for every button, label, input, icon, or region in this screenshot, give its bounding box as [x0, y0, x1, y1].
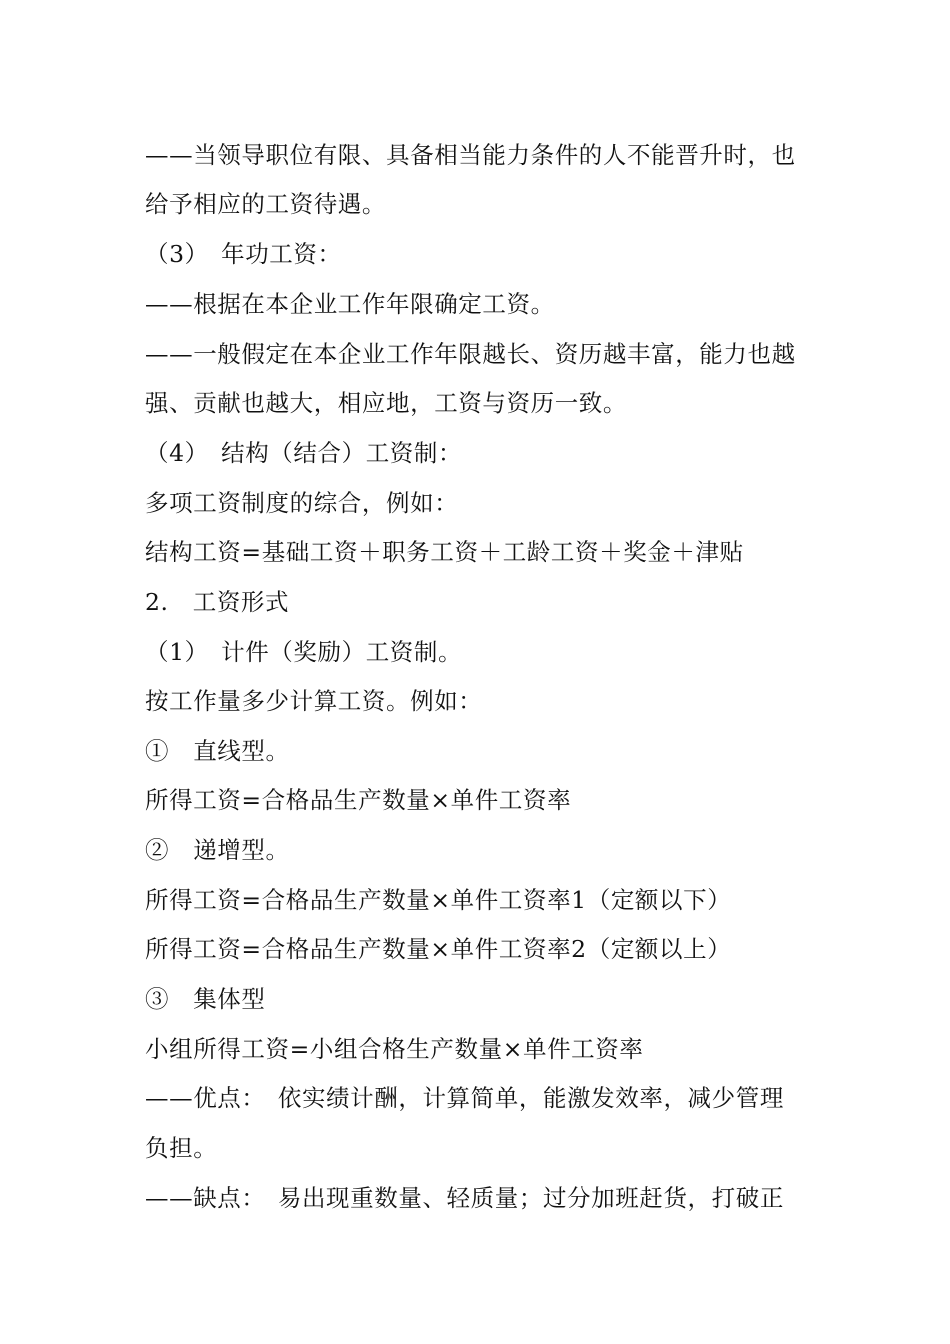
text-line: 多项工资制度的综合，例如： [145, 489, 459, 517]
text-line: 按工作量多少计算工资。例如： [145, 687, 483, 715]
text-line: ——当领导职位有限、具备相当能力条件的人不能晋升时，也 [145, 141, 796, 169]
section-heading: （3） 年功工资： [145, 240, 342, 268]
list-item-heading: ③ 集体型 [145, 985, 266, 1013]
formula-line: 结构工资=基础工资＋职务工资＋工龄工资＋奖金＋津贴 [145, 538, 744, 566]
text-line: 强、贡献也越大，相应地，工资与资历一致。 [145, 389, 627, 417]
formula-line: 所得工资=合格品生产数量×单件工资率2（定额以上） [145, 935, 732, 963]
list-item-heading: ② 递增型。 [145, 836, 290, 864]
text-line: 给予相应的工资待遇。 [145, 190, 386, 218]
formula-line: 所得工资=合格品生产数量×单件工资率 [145, 786, 572, 814]
formula-line: 小组所得工资=小组合格生产数量×单件工资率 [145, 1035, 644, 1063]
section-heading: （4） 结构（结合）工资制： [145, 439, 463, 467]
section-heading: （1） 计件（奖励）工资制。 [145, 638, 463, 666]
formula-line: 所得工资=合格品生产数量×单件工资率1（定额以下） [145, 886, 732, 914]
section-heading: 2. 工资形式 [145, 588, 290, 616]
text-line: 负担。 [145, 1134, 218, 1162]
text-line: ——一般假定在本企业工作年限越长、资历越丰富，能力也越 [145, 340, 796, 368]
text-line: ——缺点： 易出现重数量、轻质量；过分加班赶货，打破正 [145, 1184, 784, 1212]
text-line: ——根据在本企业工作年限确定工资。 [145, 290, 555, 318]
text-line: ——优点： 依实绩计酬，计算简单，能激发效率，减少管理 [145, 1084, 784, 1112]
list-item-heading: ① 直线型。 [145, 737, 290, 765]
